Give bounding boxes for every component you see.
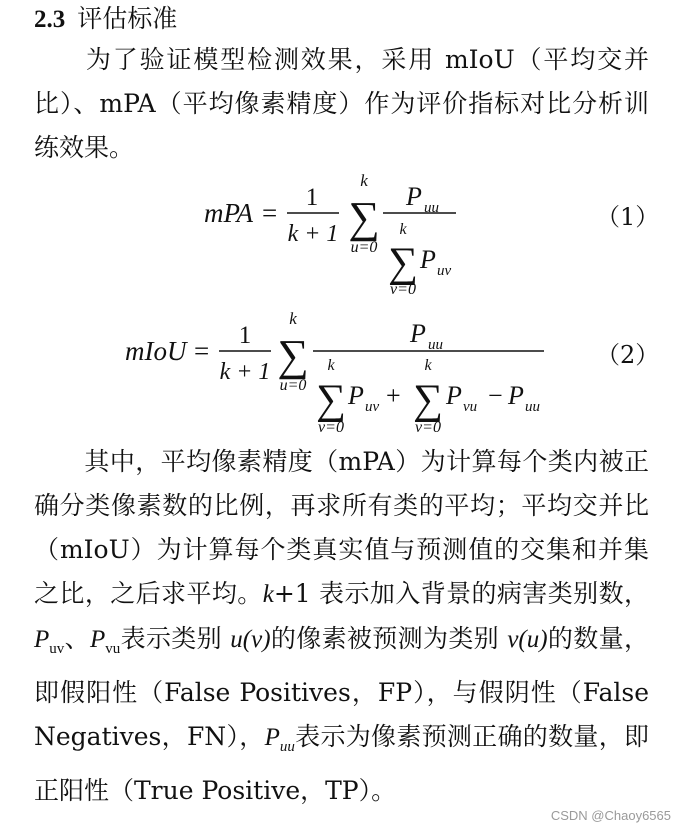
eq2-den-sum1-symbol: ∑ [316, 377, 346, 423]
eq1-den-sub: uv [437, 263, 452, 279]
eq1-den-P: P [420, 245, 436, 274]
p-uu-subscript: uu [279, 739, 295, 755]
p-uv-symbol: P [34, 626, 50, 653]
explanation-text-4: 的像素被预测为类别 [270, 624, 500, 653]
eq2-den-P2: P [446, 381, 462, 410]
eq1-frac-numerator: 1 [305, 184, 319, 211]
eq2-den-sub1: uv [365, 399, 380, 415]
eq1-num-P: P [406, 182, 422, 211]
explanation-text-1: 其中，平均像素精度（mPA）为计算每个类内被正确分类像素数的比例，再求所有类的平均；平均交并比（mIoU）为计算每个类真实值与预测值的交集和并集之比，之后求平均。 [34, 447, 649, 608]
eq2-den-sum2-lower: v=0 [415, 419, 441, 436]
eq2-minus: − [488, 381, 503, 410]
eq1-frac-denominator: k + 1 [287, 221, 339, 247]
explanation-text-5: 的数量，即假阳性（False Positives，FP），与假阴性（False Negatives，FN）， [34, 624, 649, 751]
eq2-frac-denominator: k + 1 [219, 359, 271, 385]
eq1-equals: = [262, 198, 278, 228]
explanation-text-2: +1 表示加入背景的病害类别数， [273, 579, 649, 608]
eq2-num-P: P [410, 319, 426, 348]
watermark: CSDN @Chaoy6565 [550, 808, 671, 823]
eq2-den-sum2-upper: k [424, 357, 432, 374]
vu-expression: v(u) [507, 626, 548, 653]
eq2-sum-lower: u=0 [279, 377, 307, 394]
eq2-den-P1: P [348, 381, 364, 410]
eq1-den-sum-upper: k [399, 221, 407, 238]
eq1-num-sub: uu [424, 200, 439, 216]
eq2-den-sum1-upper: k [327, 357, 335, 374]
eq2-den-sub3: uu [525, 399, 540, 415]
eq2-den-sum2-symbol: ∑ [413, 377, 443, 423]
equation-number-2: （2） [596, 341, 660, 369]
equation-number-1: （1） [596, 203, 660, 231]
explanation-text-6: 表示为像素预测正确的数量，即正阳性（True Positive，TP）。 [34, 722, 649, 805]
eq2-den-sum1-lower: v=0 [318, 419, 344, 436]
eq1-lhs: mPA [204, 198, 254, 228]
eq2-num-sub: uu [428, 337, 443, 353]
eq2-equals: = [194, 336, 210, 366]
p-vu-subscript: vu [105, 641, 121, 657]
equation-mpa [204, 171, 456, 298]
explanation-text-3: 表示类别 [120, 624, 222, 653]
eq2-plus: + [386, 381, 401, 410]
eq1-den-sum-lower: v=0 [390, 281, 416, 298]
eq1-sum-symbol: ∑ [348, 193, 380, 242]
section-title: 评估标准 [77, 4, 178, 33]
eq1-sum-upper: k [360, 171, 368, 190]
section-number: 2.3 [34, 6, 66, 33]
uv-expression: u(v) [230, 626, 271, 653]
eq2-den-P3: P [508, 381, 524, 410]
explanation-paragraph [34, 440, 649, 813]
eq2-lhs: mIoU [125, 336, 187, 366]
eq2-frac-numerator: 1 [238, 322, 252, 349]
p-uu-symbol: P [264, 724, 280, 751]
intro-text: 为了验证模型检测效果，采用 mIoU（平均交并比）、mPA（平均像素精度）作为评价指标对比分析训练效果。 [34, 45, 649, 162]
eq2-sum-upper: k [289, 309, 297, 328]
p-uv-subscript: uv [49, 641, 65, 657]
eq1-sum-lower: u=0 [350, 239, 378, 256]
eq2-den-sub2: vu [463, 399, 478, 415]
p-vu-symbol: P [89, 626, 106, 653]
k-variable: k [262, 581, 274, 608]
eq1-den-sum-symbol: ∑ [388, 240, 418, 286]
equation-miou [125, 309, 544, 436]
separator: 、 [64, 624, 90, 653]
eq2-sum-symbol: ∑ [277, 331, 309, 380]
